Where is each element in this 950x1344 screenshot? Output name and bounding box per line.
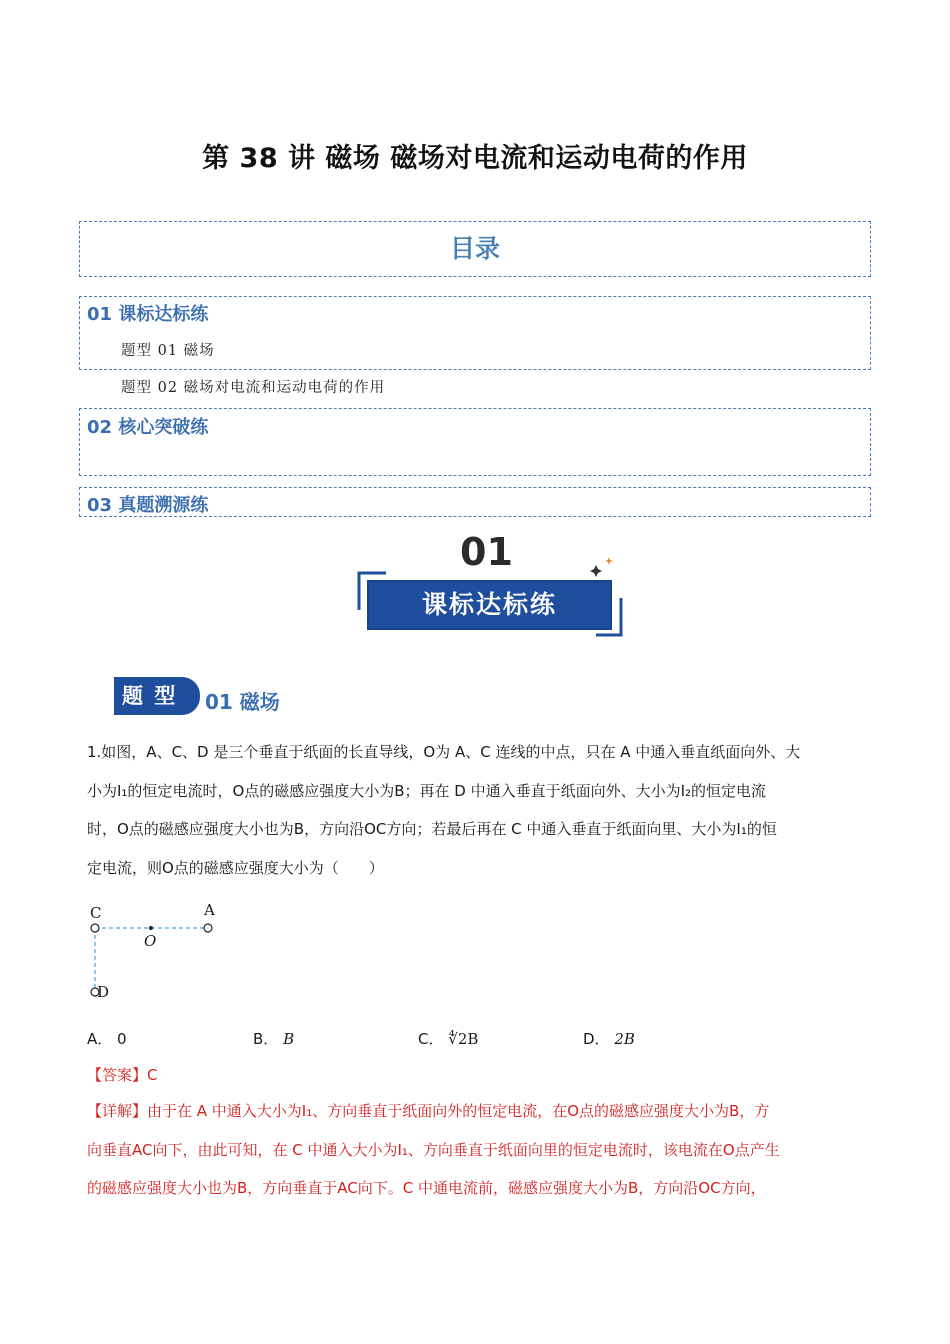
option-d[interactable]: [583, 1028, 635, 1049]
toc-header-box: [79, 221, 871, 277]
option-a-letter: A．: [87, 1030, 113, 1048]
toc-item-force-on-current[interactable]: 题型 02 磁场对电流和运动电荷的作用: [121, 380, 386, 396]
option-c-letter: C．: [418, 1030, 444, 1048]
banner-box: [367, 580, 612, 630]
figure-label-a: A: [204, 901, 215, 919]
wire-c-marker: [91, 924, 99, 932]
toc-item-magnetic-field[interactable]: 题型 01 磁场: [121, 343, 215, 359]
option-b-value: B: [283, 1030, 295, 1048]
option-b-letter: B．: [253, 1030, 279, 1048]
figure-label-c: C: [90, 904, 102, 922]
option-d-value: 2B: [614, 1030, 635, 1048]
page-title: 第 38 讲 磁场 磁场对电流和运动电荷的作用: [202, 143, 748, 174]
option-a[interactable]: [87, 1028, 127, 1049]
option-c[interactable]: [418, 1028, 478, 1049]
wire-a-marker: [204, 924, 212, 932]
detail-text: [87, 1092, 867, 1208]
toc-section-1[interactable]: 01 课标达标练: [87, 304, 209, 325]
detail-line-1: 【详解】由于在 A 中通入大小为I₁、方向垂直于纸面向外的恒定电流，在O点的磁感应强度大小为B，方: [87, 1102, 770, 1120]
option-a-value: 0: [117, 1030, 127, 1048]
toc-section-3[interactable]: 03 真题溯源练: [87, 495, 209, 516]
option-b[interactable]: [253, 1028, 294, 1049]
detail-line-2: 向垂直AC向下，由此可知，在 C 中通入大小为I₁、方向垂直于纸面向里的恒定电流时，该电流在O点产生: [87, 1140, 780, 1159]
type-badge: [114, 677, 200, 715]
toc-section-2[interactable]: 02 核心突破练: [87, 417, 209, 438]
banner-label: 课标达标练: [421, 590, 557, 619]
detail-line-3: 的磁感应强度大小也为B，方向垂直于AC向下。C 中通电流前，磁感应强度大小为B，方向沿OC方向，: [87, 1179, 766, 1197]
point-o-marker: [149, 926, 153, 930]
figure-label-o: O: [144, 932, 157, 950]
question-line-3: 时，O点的磁感应强度大小也为B，方向沿OC方向；若最后再在 C 中通入垂直于纸面向里、大小为I₁的恒: [87, 820, 777, 838]
question-text: [87, 733, 867, 887]
type-badge-text: 题 型: [122, 683, 178, 708]
banner-number: 01: [460, 530, 513, 574]
type-title: 01 磁场: [205, 690, 280, 714]
question-line-1: 1.如图，A、C、D 是三个垂直于纸面的长直导线，O为 A、C 连线的中点，只在 A 中通入垂直纸面向外、大: [87, 743, 801, 761]
question-line-2: 小为I₁的恒定电流时，O点的磁感应强度大小为B；再在 D 中通入垂直于纸面向外、大小为I₂的恒定电流: [87, 781, 767, 800]
toc-heading: 目录: [449, 234, 500, 263]
option-c-value: ∜2B: [448, 1030, 479, 1048]
option-d-letter: D．: [583, 1030, 610, 1048]
figure-label-d: D: [97, 983, 110, 1001]
answer-label: 【答案】C: [87, 1066, 158, 1084]
question-line-4: 定电流，则O点的磁感应强度大小为（ ）: [87, 858, 384, 877]
